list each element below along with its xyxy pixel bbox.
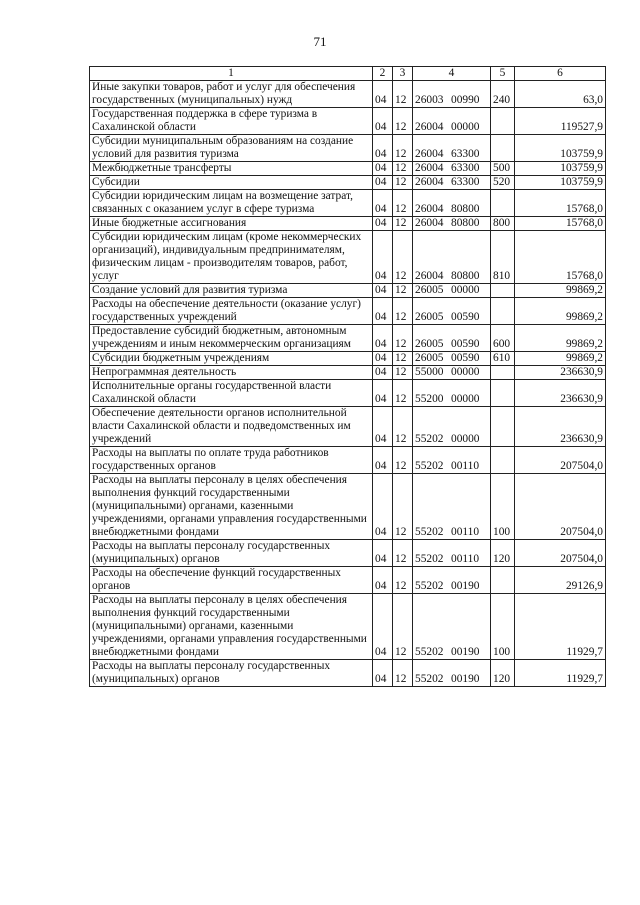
- row-target-code: [413, 217, 491, 231]
- row-name: Государственная поддержка в сфере туризма в Сахалинской области: [90, 108, 373, 135]
- header-cell-2: 2: [373, 67, 393, 81]
- row-section-code: 04: [373, 352, 393, 366]
- row-name: Иные бюджетные ассигнования: [90, 217, 373, 231]
- row-name: Исполнительные органы государственной власти Сахалинской области: [90, 380, 373, 407]
- row-section-code: 04: [373, 135, 393, 162]
- row-name: Субсидии бюджетным учреждениям: [90, 352, 373, 366]
- row-target-code: [413, 81, 491, 108]
- target-code-direction: 63300: [451, 176, 480, 188]
- row-name: Расходы на выплаты персоналу государственных (муниципальных) органов: [90, 660, 373, 687]
- header-row: [90, 67, 606, 81]
- target-code-program: 26004: [415, 217, 444, 229]
- row-section-code: 04: [373, 284, 393, 298]
- row-expense-type: 610: [491, 352, 515, 366]
- row-subsection-code: 12: [393, 298, 413, 325]
- row-expense-type: 520: [491, 176, 515, 190]
- page-number: 71: [313, 34, 327, 49]
- row-expense-type: [491, 366, 515, 380]
- row-section-code: 04: [373, 190, 393, 217]
- budget-table: [89, 66, 606, 687]
- target-code-direction: 00110: [451, 553, 480, 565]
- row-name: Межбюджетные трансферты: [90, 162, 373, 176]
- row-target-code: [413, 352, 491, 366]
- row-amount: 63,0: [515, 81, 606, 108]
- target-code-direction: 80800: [451, 217, 480, 229]
- target-code-direction: 00000: [451, 366, 480, 378]
- row-expense-type: [491, 298, 515, 325]
- row-target-code: [413, 447, 491, 474]
- target-code-direction: 00110: [451, 526, 480, 538]
- row-expense-type: [491, 447, 515, 474]
- row-subsection-code: 12: [393, 162, 413, 176]
- row-name: Непрограммная деятельность: [90, 366, 373, 380]
- row-section-code: 04: [373, 162, 393, 176]
- target-code-direction: 00000: [451, 121, 480, 133]
- table-row: [90, 325, 606, 352]
- row-target-code: [413, 162, 491, 176]
- row-expense-type: [491, 190, 515, 217]
- row-amount: 11929,7: [515, 660, 606, 687]
- row-subsection-code: 12: [393, 447, 413, 474]
- table-row: [90, 447, 606, 474]
- row-amount: 119527,9: [515, 108, 606, 135]
- row-target-code: [413, 298, 491, 325]
- table-row: [90, 176, 606, 190]
- row-amount: 236630,9: [515, 366, 606, 380]
- row-amount: 236630,9: [515, 407, 606, 447]
- row-amount: 103759,9: [515, 176, 606, 190]
- target-code-program: 26003: [415, 94, 444, 106]
- row-target-code: [413, 135, 491, 162]
- row-target-code: [413, 660, 491, 687]
- row-expense-type: 600: [491, 325, 515, 352]
- row-target-code: [413, 325, 491, 352]
- row-section-code: 04: [373, 567, 393, 594]
- target-code-program: 55202: [415, 460, 444, 472]
- row-expense-type: 240: [491, 81, 515, 108]
- row-section-code: 04: [373, 407, 393, 447]
- row-expense-type: 100: [491, 594, 515, 660]
- row-section-code: 04: [373, 380, 393, 407]
- row-amount: 11929,7: [515, 594, 606, 660]
- row-expense-type: 100: [491, 474, 515, 540]
- target-code-direction: 00190: [451, 646, 480, 658]
- target-code-program: 26004: [415, 148, 444, 160]
- row-subsection-code: 12: [393, 81, 413, 108]
- header-cell-6: 6: [515, 67, 606, 81]
- row-name: Субсидии муниципальным образованиям на создание условий для развития туризма: [90, 135, 373, 162]
- target-code-program: 55202: [415, 673, 444, 685]
- row-expense-type: [491, 380, 515, 407]
- row-subsection-code: 12: [393, 407, 413, 447]
- table-row: [90, 231, 606, 284]
- row-target-code: [413, 231, 491, 284]
- row-name: Субсидии: [90, 176, 373, 190]
- row-section-code: 04: [373, 217, 393, 231]
- target-code-direction: 00190: [451, 673, 480, 685]
- table-row: [90, 135, 606, 162]
- target-code-program: 26004: [415, 121, 444, 133]
- target-code-direction: 00590: [451, 338, 480, 350]
- row-subsection-code: 12: [393, 594, 413, 660]
- row-target-code: [413, 108, 491, 135]
- row-expense-type: 800: [491, 217, 515, 231]
- row-target-code: [413, 474, 491, 540]
- row-expense-type: 120: [491, 660, 515, 687]
- table-row: [90, 298, 606, 325]
- row-subsection-code: 12: [393, 474, 413, 540]
- table-row: [90, 407, 606, 447]
- target-code-program: 55000: [415, 366, 444, 378]
- row-name: Создание условий для развития туризма: [90, 284, 373, 298]
- row-subsection-code: 12: [393, 176, 413, 190]
- table-row: [90, 380, 606, 407]
- table-row: [90, 81, 606, 108]
- row-expense-type: 810: [491, 231, 515, 284]
- row-amount: 99869,2: [515, 352, 606, 366]
- target-code-program: 26004: [415, 203, 444, 215]
- row-subsection-code: 12: [393, 325, 413, 352]
- row-expense-type: [491, 108, 515, 135]
- header-cell-5: 5: [491, 67, 515, 81]
- row-expense-type: [491, 567, 515, 594]
- table-row: [90, 567, 606, 594]
- table-row: [90, 660, 606, 687]
- row-expense-type: 120: [491, 540, 515, 567]
- target-code-program: 55202: [415, 433, 444, 445]
- target-code-program: 26004: [415, 162, 444, 174]
- target-code-direction: 00590: [451, 352, 480, 364]
- table-row: [90, 162, 606, 176]
- row-amount: 29126,9: [515, 567, 606, 594]
- row-subsection-code: 12: [393, 660, 413, 687]
- target-code-program: 26004: [415, 270, 444, 282]
- row-name: Иные закупки товаров, работ и услуг для обеспечения государственных (муниципальных) нужд: [90, 81, 373, 108]
- row-target-code: [413, 540, 491, 567]
- row-name: Субсидии юридическим лицам на возмещение затрат, связанных с оказанием услуг в сфере туризма: [90, 190, 373, 217]
- table-row: [90, 352, 606, 366]
- row-subsection-code: 12: [393, 567, 413, 594]
- row-target-code: [413, 407, 491, 447]
- row-amount: 99869,2: [515, 325, 606, 352]
- row-amount: 15768,0: [515, 190, 606, 217]
- row-subsection-code: 12: [393, 108, 413, 135]
- header-cell-4: 4: [413, 67, 491, 81]
- target-code-direction: 63300: [451, 162, 480, 174]
- target-code-program: 26005: [415, 311, 444, 323]
- row-section-code: 04: [373, 447, 393, 474]
- target-code-program: 55202: [415, 526, 444, 538]
- row-subsection-code: 12: [393, 231, 413, 284]
- row-amount: 207504,0: [515, 540, 606, 567]
- table-row: [90, 284, 606, 298]
- target-code-direction: 00000: [451, 393, 480, 405]
- target-code-direction: 80800: [451, 203, 480, 215]
- table-row: [90, 108, 606, 135]
- row-section-code: 04: [373, 81, 393, 108]
- row-section-code: 04: [373, 366, 393, 380]
- target-code-direction: 00000: [451, 433, 480, 445]
- row-target-code: [413, 176, 491, 190]
- row-expense-type: [491, 284, 515, 298]
- row-section-code: 04: [373, 231, 393, 284]
- row-amount: 103759,9: [515, 135, 606, 162]
- row-expense-type: [491, 135, 515, 162]
- target-code-direction: 00990: [451, 94, 480, 106]
- row-amount: 99869,2: [515, 298, 606, 325]
- row-name: Расходы на выплаты персоналу в целях обеспечения выполнения функций государственными (муниципальными) органами, казенными учреждениями, органами управления государственными внебюджетными фондами: [90, 594, 373, 660]
- row-target-code: [413, 594, 491, 660]
- row-subsection-code: 12: [393, 540, 413, 567]
- row-amount: 15768,0: [515, 217, 606, 231]
- row-amount: 103759,9: [515, 162, 606, 176]
- row-subsection-code: 12: [393, 366, 413, 380]
- row-subsection-code: 12: [393, 190, 413, 217]
- row-section-code: 04: [373, 594, 393, 660]
- row-subsection-code: 12: [393, 284, 413, 298]
- target-code-program: 55202: [415, 580, 444, 592]
- target-code-program: 26005: [415, 284, 444, 296]
- row-amount: 15768,0: [515, 231, 606, 284]
- row-section-code: 04: [373, 540, 393, 567]
- target-code-direction: 00190: [451, 580, 480, 592]
- row-subsection-code: 12: [393, 217, 413, 231]
- target-code-program: 55202: [415, 646, 444, 658]
- header-cell-1: 1: [90, 67, 373, 81]
- row-name: Расходы на выплаты по оплате труда работников государственных органов: [90, 447, 373, 474]
- table-row: [90, 190, 606, 217]
- table-row: [90, 594, 606, 660]
- row-section-code: 04: [373, 298, 393, 325]
- table-row: [90, 540, 606, 567]
- target-code-program: 26004: [415, 176, 444, 188]
- target-code-direction: 00590: [451, 311, 480, 323]
- row-section-code: 04: [373, 660, 393, 687]
- target-code-program: 26005: [415, 338, 444, 350]
- row-name: Расходы на выплаты персоналу в целях обеспечения выполнения функций государственными (муниципальными) органами, казенными учреждениями, органами управления государственными внебюджетными фондами: [90, 474, 373, 540]
- row-target-code: [413, 567, 491, 594]
- row-amount: 99869,2: [515, 284, 606, 298]
- row-name: Расходы на обеспечение функций государственных органов: [90, 567, 373, 594]
- row-name: Расходы на обеспечение деятельности (оказание услуг) государственных учреждений: [90, 298, 373, 325]
- row-subsection-code: 12: [393, 380, 413, 407]
- row-section-code: 04: [373, 176, 393, 190]
- row-target-code: [413, 380, 491, 407]
- header-cell-3: 3: [393, 67, 413, 81]
- row-name: Обеспечение деятельности органов исполнительной власти Сахалинской области и подведомственных им учреждений: [90, 407, 373, 447]
- target-code-program: 55200: [415, 393, 444, 405]
- row-amount: 207504,0: [515, 474, 606, 540]
- table-row: [90, 474, 606, 540]
- row-name: Предоставление субсидий бюджетным, автономным учреждениям и иным некоммерческим организациям: [90, 325, 373, 352]
- target-code-program: 55202: [415, 553, 444, 565]
- target-code-direction: 00110: [451, 460, 480, 472]
- row-name: Субсидии юридическим лицам (кроме некоммерческих организаций), индивидуальным предпринимателям, физическим лицам - производителям товаров, работ, услуг: [90, 231, 373, 284]
- target-code-program: 26005: [415, 352, 444, 364]
- target-code-direction: 63300: [451, 148, 480, 160]
- row-subsection-code: 12: [393, 135, 413, 162]
- row-target-code: [413, 190, 491, 217]
- target-code-direction: 00000: [451, 284, 480, 296]
- row-section-code: 04: [373, 474, 393, 540]
- row-amount: 207504,0: [515, 447, 606, 474]
- table-row: [90, 366, 606, 380]
- row-section-code: 04: [373, 108, 393, 135]
- row-target-code: [413, 366, 491, 380]
- row-subsection-code: 12: [393, 352, 413, 366]
- row-expense-type: 500: [491, 162, 515, 176]
- row-amount: 236630,9: [515, 380, 606, 407]
- row-name: Расходы на выплаты персоналу государственных (муниципальных) органов: [90, 540, 373, 567]
- row-expense-type: [491, 407, 515, 447]
- row-target-code: [413, 284, 491, 298]
- target-code-direction: 80800: [451, 270, 480, 282]
- table-row: [90, 217, 606, 231]
- row-section-code: 04: [373, 325, 393, 352]
